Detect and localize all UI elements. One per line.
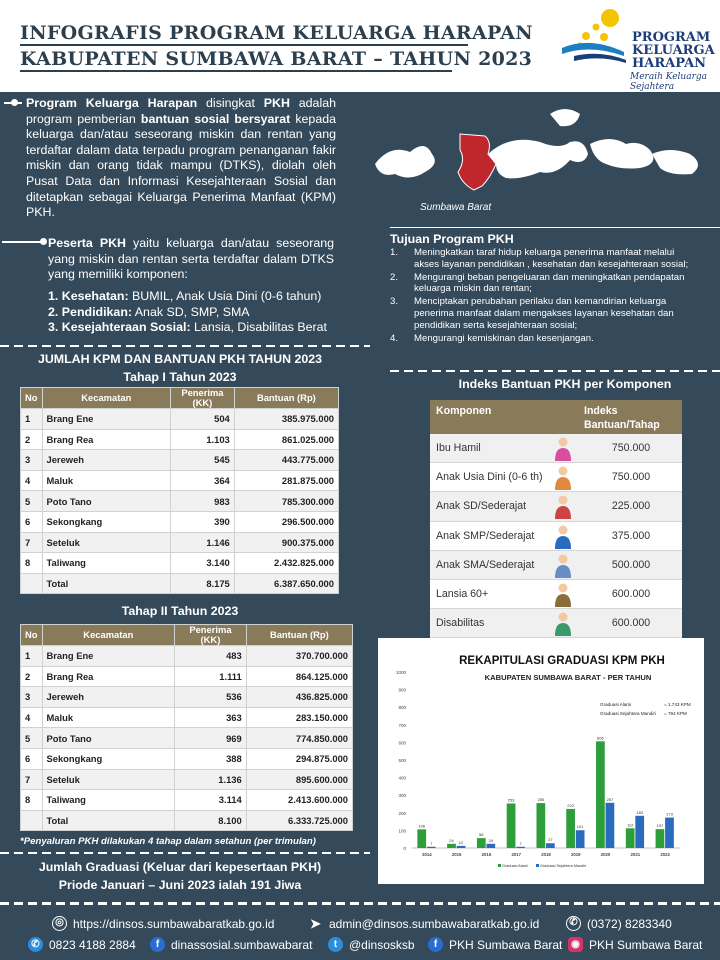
tujuan-list [390, 247, 690, 345]
table-cell: 385.975.000 [234, 409, 338, 430]
indeks-row [430, 609, 682, 638]
table-row [21, 810, 353, 831]
data-label: 101 [576, 824, 584, 830]
bar [656, 829, 665, 848]
graduasi-chart-panel [378, 638, 704, 884]
indeks-table [430, 400, 682, 638]
table-cell: 364 [171, 470, 235, 491]
table-cell: 294.875.000 [246, 748, 352, 769]
data-label: 107 [656, 823, 664, 829]
peserta-item: 1. Kesehatan: BUMIL, Anak Usia Dini (0-6 tahun) [48, 289, 322, 303]
table-cell: Jereweh [42, 687, 175, 708]
instagram-link[interactable]: ◉ PKH Sumbawa Barat [568, 937, 702, 952]
graduasi-line-2: Priode Januari – Juni 2023 ialah 191 Jiwa [58, 878, 302, 892]
tujuan-title: Tujuan Program PKH [390, 232, 514, 246]
chart-title: REKAPITULASI GRADUASI KPM PKH [459, 655, 665, 667]
facebook-icon: f [150, 937, 165, 952]
x-tick-label: 2015 [451, 852, 462, 857]
bar [486, 844, 495, 848]
globe-icon: ◎ [52, 916, 67, 931]
whatsapp-link[interactable]: ✆ 0823 4188 2884 [28, 937, 136, 952]
table-cell: 2.413.600.000 [246, 790, 352, 811]
table-cell: Brang Ene [42, 646, 175, 667]
table-cell: Poto Tano [42, 491, 171, 512]
title-underline-2 [20, 70, 452, 72]
table-header-cell: Bantuan (Rp) [234, 388, 338, 409]
bar [566, 809, 575, 848]
logo-text-2: KELUARGA [632, 43, 715, 58]
table-cell: 536 [175, 687, 247, 708]
website-link[interactable]: ◎ https://dinsos.sumbawabaratkab.go.id [52, 916, 274, 931]
title-line-1: INFOGRAFIS PROGRAM KELUARGA HARAPAN [20, 22, 533, 44]
table-row [21, 728, 353, 749]
logo-text-1: PROGRAM [632, 30, 711, 45]
y-tick-label: 200 [398, 810, 406, 816]
indeks-value: 750.000 [611, 471, 651, 484]
bar [635, 816, 644, 848]
table-cell: 370.700.000 [246, 646, 352, 667]
indeks-row [430, 463, 682, 492]
indeks-value: 600.000 [611, 617, 651, 630]
annotation-label: Graduasi Alami [600, 702, 632, 707]
table-cell: 390 [171, 511, 235, 532]
table-header-row [21, 388, 339, 409]
dashed-divider [0, 902, 720, 905]
table-cell: 436.825.000 [246, 687, 352, 708]
table-cell: Total [42, 810, 175, 831]
y-tick-label: 300 [398, 793, 406, 799]
indeks-label: Anak SMA/Sederajat [436, 558, 535, 571]
bullet-line [4, 102, 22, 104]
table-row [21, 769, 353, 790]
table-cell: 8.100 [175, 810, 247, 831]
bar [477, 838, 486, 848]
indeks-value: 225.000 [611, 500, 651, 513]
table-cell: 8 [21, 790, 43, 811]
distribution-note: *Penyaluran PKH dilakukan 4 tahap dalam setahun (per trimulan) [20, 836, 316, 847]
y-tick-label: 500 [398, 758, 406, 763]
dashed-divider [0, 852, 370, 854]
ntb-map-icon [370, 94, 710, 218]
data-label: 253 [507, 797, 515, 803]
header [0, 0, 720, 92]
table-cell: 1.136 [175, 769, 247, 790]
y-tick-label: 400 [398, 775, 406, 781]
table-cell: 3 [21, 450, 43, 471]
data-label: 27 [548, 837, 553, 843]
x-tick-label: 2017 [511, 852, 522, 857]
indeks-label: Anak SMP/Sederajat [436, 529, 535, 542]
data-label: 24 [488, 837, 494, 843]
table-cell: 1.111 [175, 666, 247, 687]
indeks-table-body [430, 434, 682, 638]
table-cell: 5 [21, 728, 43, 749]
table-cell: 2 [21, 666, 43, 687]
table-cell: 6.387.650.000 [234, 573, 338, 594]
table-header-cell: Penerima (KK) [175, 625, 247, 646]
table-cell: Brang Rea [42, 666, 175, 687]
table-cell: 969 [175, 728, 247, 749]
table-cell: Seteluk [42, 769, 175, 790]
table-cell: 6 [21, 511, 43, 532]
tahap2-table [20, 624, 353, 831]
table-cell: 8 [21, 553, 43, 574]
indeks-title: Indeks Bantuan PKH per Komponen [458, 377, 672, 391]
y-tick-label: 700 [398, 722, 406, 728]
divider [390, 227, 720, 228]
chart-subtitle: KABUPATEN SUMBAWA BARAT - PER TAHUN [484, 673, 652, 682]
data-label: 106 [418, 823, 426, 829]
table-cell: 483 [175, 646, 247, 667]
twitter-link[interactable]: t @dinsosksb [328, 937, 415, 952]
data-label: 606 [597, 735, 604, 741]
x-tick-label: 2021 [630, 852, 641, 857]
table-cell [21, 810, 43, 831]
bar [576, 830, 585, 848]
legend-swatch [498, 864, 501, 867]
table-cell: Seteluk [42, 532, 171, 553]
table-cell: 3.114 [175, 790, 247, 811]
table-header-cell: No [21, 625, 43, 646]
tujuan-item: 3. Menciptakan perubahan perilaku dan kemandirian keluarga penerima manfaat dalam mengakses layanan kesehatan dan pendidikan serta kesejahteraan sosial; [390, 296, 674, 331]
x-tick-label: 2020 [600, 852, 611, 857]
pregnant-woman-icon [552, 436, 574, 461]
annotation-value: = 794 KPM [664, 711, 687, 716]
bar [665, 818, 674, 848]
table-cell: 861.025.000 [234, 429, 338, 450]
table-cell: 1.103 [171, 429, 235, 450]
y-tick-label: 900 [398, 687, 406, 693]
table-cell: 2.432.825.000 [234, 553, 338, 574]
table-cell: 283.150.000 [246, 707, 352, 728]
table-row [21, 573, 339, 594]
data-label: 257 [606, 796, 614, 802]
table-header-cell: No [21, 388, 43, 409]
table-cell: 3 [21, 687, 43, 708]
facebook-icon: f [428, 937, 443, 952]
table-cell: 363 [175, 707, 247, 728]
x-tick-label: 2022 [660, 852, 670, 857]
junior-high-student-icon [552, 524, 574, 549]
table-row [21, 429, 339, 450]
table-cell: 6.333.725.000 [246, 810, 352, 831]
elementary-student-icon [552, 494, 574, 519]
table-row [21, 748, 353, 769]
peserta-item: 2. Pendidikan: Anak SD, SMP, SMA [48, 304, 250, 319]
dashed-divider [0, 345, 370, 347]
table-cell: 6 [21, 748, 43, 769]
title-line-2: KABUPATEN SUMBAWA BARAT – TAHUN 2023 [20, 48, 533, 70]
bar [536, 803, 545, 848]
bar [516, 847, 525, 848]
logo-tagline: Meraih Keluarga Sejahtera [630, 72, 708, 92]
elderly-icon [552, 582, 574, 607]
indeks-label: Disabilitas [436, 617, 485, 630]
indeks-label: Anak SD/Sederajat [436, 500, 527, 513]
table-cell: 895.600.000 [246, 769, 352, 790]
table-row [21, 666, 353, 687]
facebook-pkh-link[interactable]: f PKH Sumbawa Barat [428, 937, 562, 952]
data-label: 7 [430, 840, 433, 846]
table-cell [21, 573, 43, 594]
table-cell: 8.175 [171, 573, 235, 594]
intro-paragraph: Program Keluarga Harapan disingkat PKH adalah program pemberian bantuan sosial bersyarat kepada keluarga dan/atau seseorang miskin dan rentan yang terdaftar dalam data terpadu program penanganan fakir miskin dan orang tidak mampu (DTKS), diolah oleh Pusat Data dan Informasi Kesejahteraan Sosial dan ditetapkan sebagai Keluarga Penerima Manfaat (KPM) PKH. [26, 96, 336, 220]
table-row [21, 646, 353, 667]
table-header-cell: Kecamatan [42, 625, 175, 646]
peserta-item: 3. Kesejahteraan Sosial: Lansia, Disabilitas Berat [48, 320, 327, 334]
table-cell: 504 [171, 409, 235, 430]
table-cell: Taliwang [42, 553, 171, 574]
indeks-row [430, 522, 682, 551]
indeks-row [430, 434, 682, 463]
table-cell: 443.775.000 [234, 450, 338, 471]
indeks-value: 750.000 [611, 442, 651, 455]
tahap1-title: Tahap I Tahun 2023 [123, 370, 237, 384]
bar [417, 829, 426, 848]
indeks-value: 375.000 [611, 529, 651, 542]
table-cell: 774.850.000 [246, 728, 352, 749]
send-icon: ➤ [310, 916, 321, 931]
bar [596, 741, 605, 848]
tahap1-table [20, 387, 339, 594]
logo-text-3: HARAPAN [632, 56, 707, 71]
x-tick-label: 2018 [541, 852, 551, 857]
bar [457, 846, 466, 848]
table-cell: 864.125.000 [246, 666, 352, 687]
y-tick-label: 800 [398, 705, 406, 711]
table-row [21, 470, 339, 491]
table-cell: 3.140 [171, 553, 235, 574]
table-cell: 5 [21, 491, 43, 512]
instagram-icon: ◉ [568, 937, 583, 952]
table-cell: 4 [21, 707, 43, 728]
table-cell: 900.375.000 [234, 532, 338, 553]
table-cell: 281.875.000 [234, 470, 338, 491]
data-label: 7 [519, 840, 522, 846]
tujuan-item: 2. Mengurangi beban pengeluaran dan meningkatkan pendapatan keluarga miskin dan rentan; [390, 271, 685, 295]
bar [427, 847, 436, 848]
bar [507, 803, 516, 848]
map-label: Sumbawa Barat [420, 202, 492, 213]
header-komponen: Komponen [436, 405, 492, 417]
bar [546, 843, 555, 848]
indeks-value: 600.000 [611, 588, 651, 601]
peserta-paragraph: Peserta PKH yaitu keluarga dan/atau seseorang yang miskin dan rentan serta terdaftar dalam DTKS yang memiliki komponen: [48, 236, 334, 282]
table-cell: 388 [175, 748, 247, 769]
annotation-value: = 1.743 KPM [664, 702, 691, 707]
table-cell: 983 [171, 491, 235, 512]
kpm-heading: JUMLAH KPM DAN BANTUAN PKH TAHUN 2023 [37, 352, 323, 366]
title-underline-1 [20, 44, 468, 46]
peserta-list [48, 289, 348, 336]
phone-icon: ✆ [566, 916, 581, 931]
data-label: 12 [458, 839, 464, 845]
table-cell: 1.146 [171, 532, 235, 553]
data-label: 183 [636, 809, 644, 815]
indeks-row [430, 492, 682, 521]
table-row [21, 409, 339, 430]
data-label: 255 [537, 797, 545, 803]
whatsapp-icon: ✆ [28, 937, 43, 952]
table-cell: Poto Tano [42, 728, 175, 749]
data-label: 222 [567, 802, 574, 808]
table-row [21, 707, 353, 728]
tujuan-item: 1. Meningkatkan taraf hidup keluarga penerima manfaat melalui akses layanan pendidikan , kesehatan dan kesejahteraan sosial; [390, 247, 689, 270]
legend-label: Graduasi Alami [502, 864, 528, 868]
indeks-label: Lansia 60+ [436, 588, 489, 601]
x-tick-label: 2016 [481, 852, 492, 857]
table-cell: 785.300.000 [234, 491, 338, 512]
y-tick-label: 600 [398, 740, 406, 746]
table-header-cell: Bantuan (Rp) [246, 625, 352, 646]
data-label: 56 [479, 832, 484, 838]
y-tick-label: 1000 [395, 670, 406, 675]
table-cell: 1 [21, 646, 43, 667]
table-cell: Sekongkang [42, 748, 175, 769]
table-row [21, 532, 339, 553]
table-cell: Maluk [42, 707, 175, 728]
table-row [21, 553, 339, 574]
table-cell: Maluk [42, 470, 171, 491]
x-tick-label: 2019 [570, 852, 581, 857]
indeks-label: Ibu Hamil [436, 442, 481, 455]
baby-icon [552, 465, 574, 490]
tujuan-item: 4. Mengurangi kemiskinan dan kesenjangan. [390, 332, 594, 344]
dashed-divider [390, 370, 720, 372]
table-row [21, 790, 353, 811]
table-cell: Jereweh [42, 450, 171, 471]
facebook-link[interactable]: f dinassosial.sumbawabarat [150, 937, 312, 952]
table-row [21, 491, 339, 512]
x-tick-label: 2014 [422, 852, 432, 857]
table-cell: 7 [21, 769, 43, 790]
table-header-row [21, 625, 353, 646]
table-cell: Total [42, 573, 171, 594]
table-cell: Taliwang [42, 790, 175, 811]
data-label: 173 [666, 811, 673, 817]
table-header-cell: Penerima (KK) [171, 388, 235, 409]
indeks-row [430, 551, 682, 580]
table-cell: Sekongkang [42, 511, 171, 532]
table-cell: Brang Ene [42, 409, 171, 430]
indeks-label: Anak Usia Dini (0-6 th) [436, 471, 543, 484]
graduasi-chart [378, 638, 704, 884]
bar [447, 844, 456, 848]
legend-label: Graduasi Sejahtera Mandiri [540, 864, 587, 868]
wheelchair-icon [552, 611, 574, 636]
table-row [21, 687, 353, 708]
graduasi-line-1: Jumlah Graduasi (Keluar dari kepesertaan PKH) [38, 860, 322, 874]
header-indeks: Indeks Bantuan/Tahap [584, 405, 660, 431]
bar [606, 803, 615, 848]
twitter-icon: t [328, 937, 343, 952]
bullet-line [2, 241, 46, 243]
indeks-table-header [430, 400, 682, 434]
bar [626, 828, 635, 848]
table-cell: Brang Rea [42, 429, 171, 450]
legend-swatch [536, 864, 539, 867]
table-cell: 4 [21, 470, 43, 491]
data-label: 112 [626, 822, 634, 828]
table-cell: 545 [171, 450, 235, 471]
annotation-label: Graduasi Sejahtera Mandiri [600, 711, 656, 716]
table-cell: 1 [21, 409, 43, 430]
table-header-cell: Kecamatan [42, 388, 171, 409]
senior-high-student-icon [552, 553, 574, 578]
table-row [21, 511, 339, 532]
table-cell: 296.500.000 [234, 511, 338, 532]
table-row [21, 450, 339, 471]
table-cell: 7 [21, 532, 43, 553]
email-link[interactable]: ➤ admin@dinsos.sumbawabaratkab.go.id [308, 916, 539, 931]
table-cell: 2 [21, 429, 43, 450]
phone-link[interactable]: ✆ (0372) 8283340 [566, 916, 672, 931]
indeks-value: 500.000 [611, 558, 651, 571]
indeks-row [430, 580, 682, 609]
y-tick-label: 100 [398, 828, 406, 834]
tahap2-title: Tahap II Tahun 2023 [121, 604, 239, 618]
y-tick-label: 0 [403, 846, 406, 851]
data-label: 24 [449, 837, 454, 843]
